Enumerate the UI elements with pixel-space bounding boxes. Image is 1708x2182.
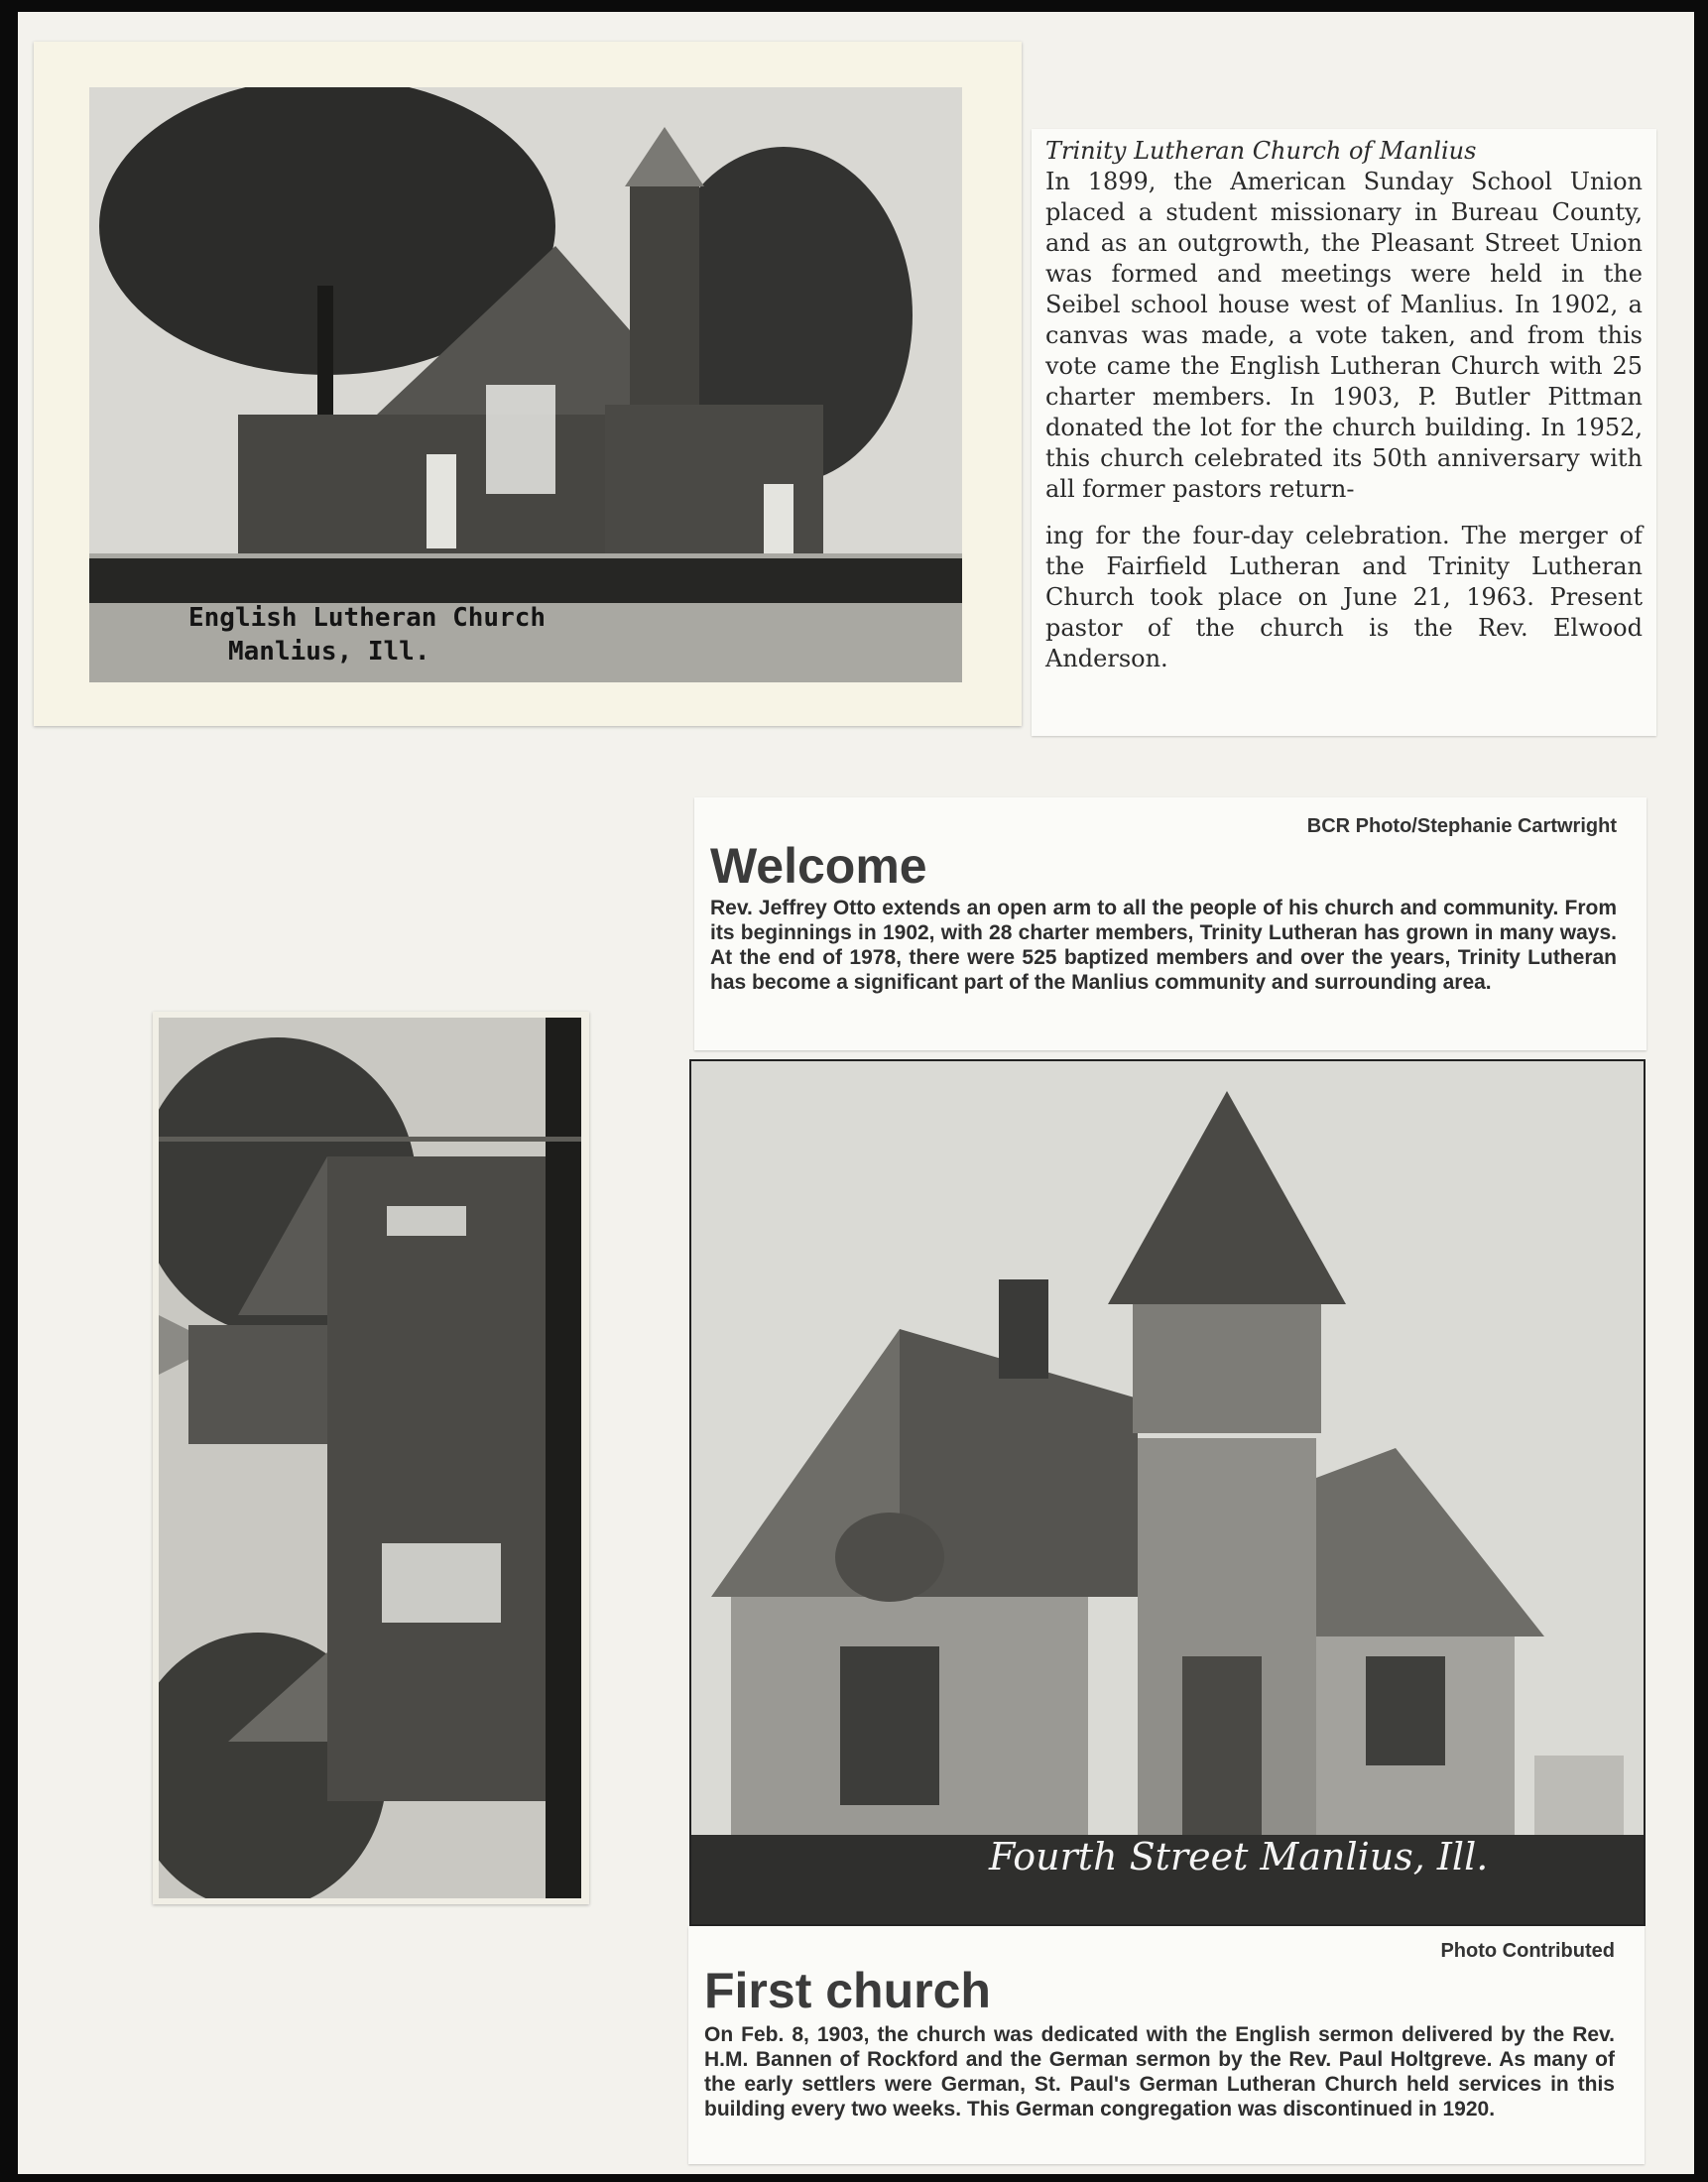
rotated-church-photo-card bbox=[153, 1012, 589, 1904]
clipping-paragraph-2: ing for the four-day celebration. The merger of the Fairfield Lutheran and Trinity Lutheran Church took place on June 21, 1963. Present pastor of the church is the Rev. Elwood Anderson. bbox=[1045, 522, 1643, 672]
first-church-headline: First church bbox=[704, 1963, 991, 2018]
church-illustration bbox=[89, 87, 962, 682]
clipping-title: Trinity Lutheran Church of Manlius bbox=[1045, 137, 1477, 165]
rotated-church-photo bbox=[159, 1018, 581, 1898]
rotated-church-illustration bbox=[159, 1018, 581, 1898]
fourth-street-illustration bbox=[691, 1061, 1644, 1924]
english-church-photo bbox=[89, 87, 962, 682]
fourth-street-inscription: Fourth Street Manlius, Ill. bbox=[989, 1835, 1489, 1879]
fourth-street-church-photo bbox=[689, 1059, 1646, 1926]
welcome-caption: Rev. Jeffrey Otto extends an open arm to all the people of his church and community. From its beginnings in 1902, with 28 charter members, Trinity Lutheran has grown in many ways. At the end of 1978, there were 525 baptized members and over the years, Trinity Lutheran has become a significant part of the Manlius community and surrounding area. bbox=[710, 897, 1617, 994]
handwritten-caption-line2: Manlius, Ill. bbox=[228, 637, 430, 667]
first-church-caption: On Feb. 8, 1903, the church was dedicated with the English sermon delivered by the Rev. H.M. Bannen of Rockford and the German sermon by the Rev. Paul Holtgreve. As many of the early settlers were German, St. Paul's German Lutheran Church held services in this building every two weeks. This German congregation was discontinued in 1920. bbox=[704, 2023, 1615, 2121]
welcome-headline: Welcome bbox=[710, 838, 927, 894]
first-church-photo-credit: Photo Contributed bbox=[1440, 1940, 1615, 1962]
scrapbook-page bbox=[18, 12, 1694, 2174]
handwritten-caption-line1: English Lutheran Church bbox=[188, 603, 547, 633]
clipping-paragraph-1: In 1899, the American Sunday School Union placed a student missionary in Bureau County, and as an outgrowth, the Pleasant Street Union was formed and meetings were held in the Seibel school house west of Manlius. In 1902, a canvas was made, a vote taken, and from this vote came the English Lutheran Church with 25 charter members. In 1903, P. Butler Pittman donated the lot for the church building. In 1952, this church celebrated its 50th anniversary with all former pastors return- bbox=[1045, 168, 1643, 503]
first-church-clipping bbox=[688, 1926, 1645, 2164]
trinity-history-clipping bbox=[1032, 129, 1656, 736]
english-church-photo-card bbox=[34, 42, 1022, 726]
welcome-photo-credit: BCR Photo/Stephanie Cartwright bbox=[1306, 815, 1617, 837]
welcome-clipping bbox=[694, 797, 1647, 1050]
